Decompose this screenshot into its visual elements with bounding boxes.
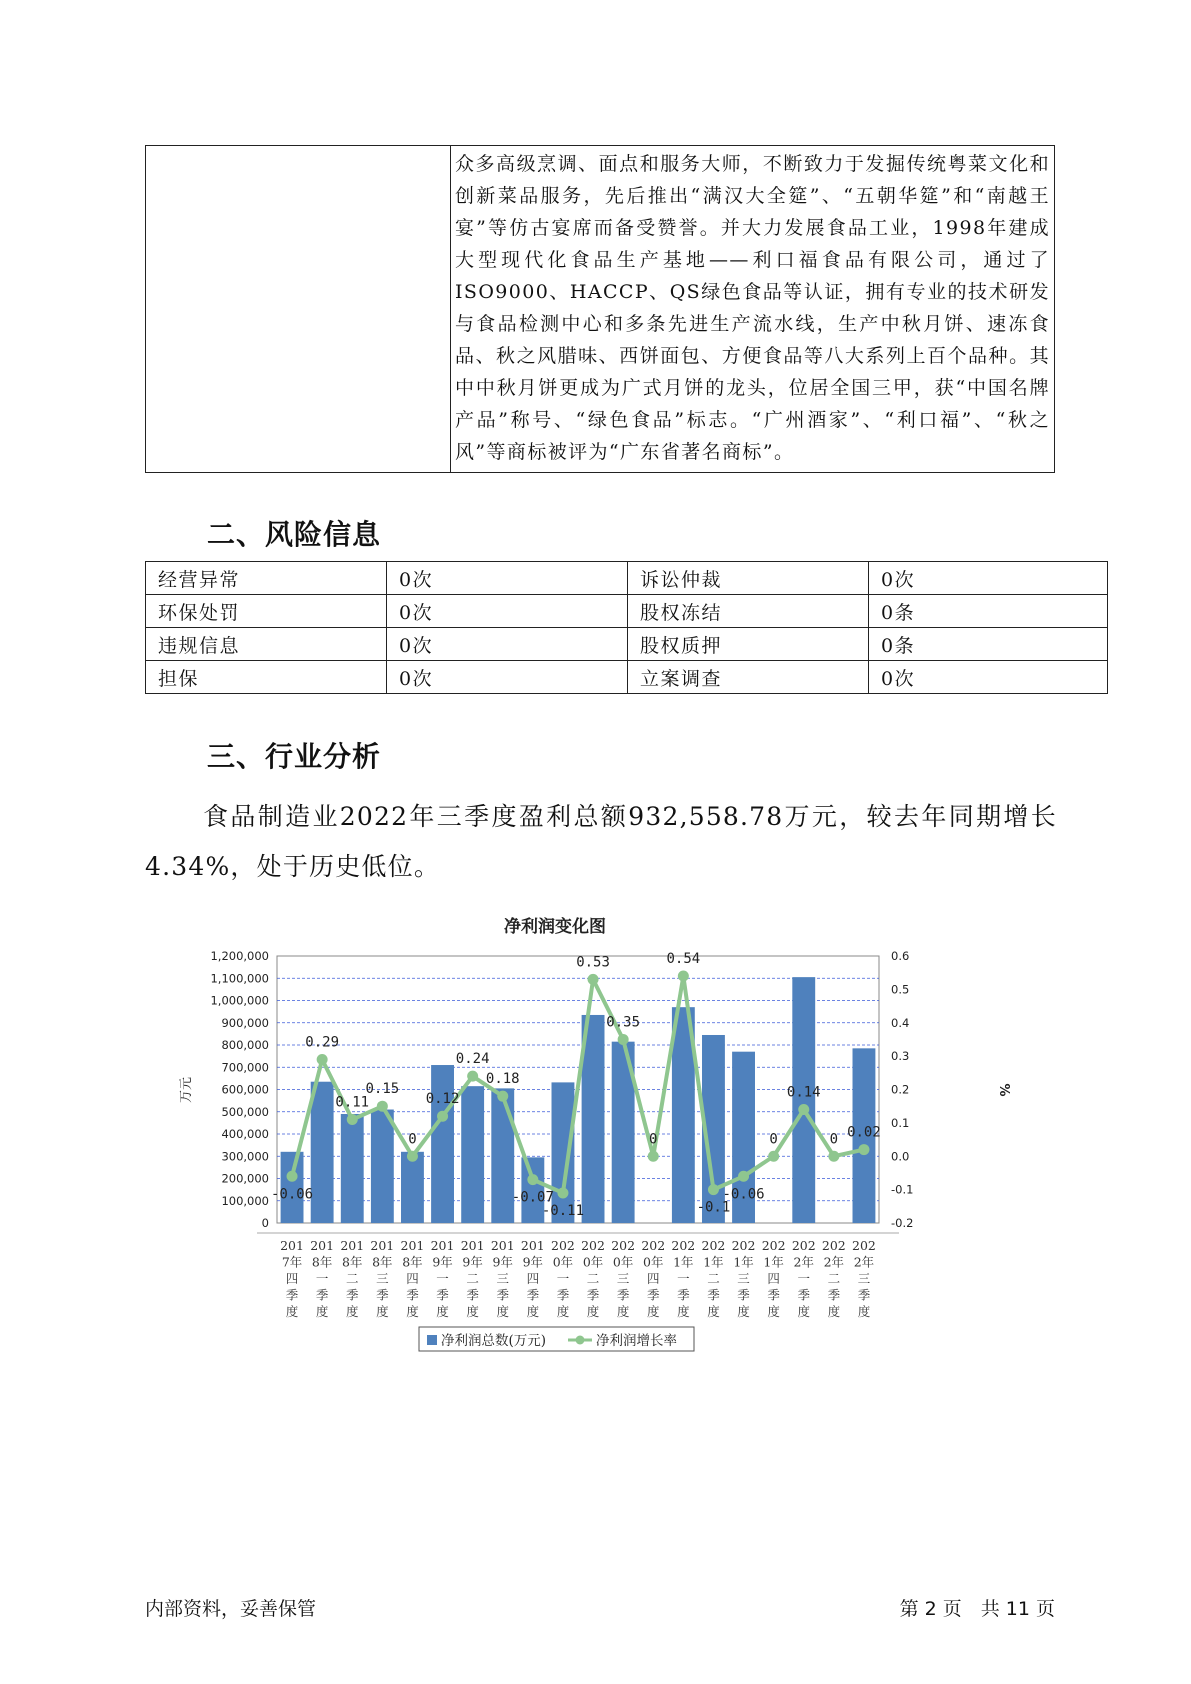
y-right-tick-label: 0.0: [891, 1149, 910, 1164]
y-right-tick-label: -0.2: [891, 1216, 914, 1230]
growth-rate-point: [828, 1151, 839, 1162]
growth-rate-point: [798, 1104, 809, 1115]
legend-bar-swatch: [427, 1335, 437, 1345]
bar: [311, 1082, 334, 1223]
risk-label: 担保: [146, 661, 387, 694]
growth-rate-point: [407, 1151, 418, 1162]
risk-value: 0次: [869, 562, 1108, 595]
data-label: 0.18: [485, 1071, 520, 1088]
risk-row: [146, 628, 1108, 661]
y-left-tick-label: 800,000: [221, 1038, 269, 1052]
y-left-tick-label: 500,000: [221, 1104, 269, 1119]
risk-value: 0条: [869, 628, 1108, 661]
y-right-tick-label: 0.2: [891, 1082, 910, 1097]
x-tick-label: 202 1年二季度: [701, 1238, 726, 1319]
growth-rate-point: [858, 1144, 869, 1155]
risk-label: 经营异常: [146, 562, 387, 595]
growth-rate-point: [317, 1054, 328, 1065]
risk-row: [146, 661, 1108, 694]
legend-label-bar: 净利润总数(万元): [441, 1333, 547, 1349]
growth-rate-point: [768, 1151, 779, 1162]
growth-rate-point: [678, 971, 689, 982]
data-label: -0.06: [722, 1186, 765, 1203]
chart-legend: [419, 1327, 694, 1351]
y-left-tick-label: 600,000: [221, 1082, 269, 1097]
y-right-tick-label: 0.5: [891, 982, 910, 997]
growth-rate-point: [588, 974, 599, 985]
data-label: 0.11: [335, 1094, 370, 1111]
x-tick-label: 201 8年四季度: [400, 1238, 425, 1319]
data-label: -0.1: [696, 1199, 731, 1216]
x-tick-label: 201 7年四季度: [280, 1238, 304, 1319]
data-label: 0.24: [455, 1051, 490, 1068]
y-right-tick-label: 0.6: [891, 949, 910, 963]
bar: [371, 1110, 394, 1223]
data-label: 0: [829, 1131, 839, 1148]
growth-rate-point: [557, 1187, 568, 1198]
data-label: 0.02: [847, 1124, 881, 1141]
risk-label: 诉讼仲裁: [628, 562, 869, 595]
x-tick-label: 202 2年二季度: [821, 1238, 846, 1319]
x-tick-label: 202 1年一季度: [671, 1238, 696, 1319]
risk-value: 0次: [387, 562, 628, 595]
footer-confidential: 内部资料，妥善保管: [145, 1598, 317, 1620]
data-label: -0.06: [270, 1186, 314, 1203]
y-left-tick-label: 1,100,000: [210, 971, 269, 986]
legend-label-line: 净利润增长率: [596, 1333, 677, 1349]
x-tick-label: 202 0年二季度: [581, 1238, 605, 1319]
x-tick-label: 202 2年三季度: [852, 1238, 876, 1319]
y-right-tick-label: -0.1: [891, 1182, 914, 1197]
section-heading-industry: 三、行业分析: [207, 740, 382, 773]
risk-value: 0次: [387, 661, 628, 694]
net-profit-chart: [160, 905, 1020, 1370]
data-label: 0.54: [666, 951, 701, 968]
growth-rate-point: [347, 1114, 358, 1125]
x-tick-label: 202 2年一季度: [791, 1238, 816, 1319]
growth-rate-point: [287, 1171, 298, 1182]
y-left-tick-label: 700,000: [221, 1060, 269, 1075]
risk-info-table: [145, 561, 1108, 694]
y-left-tick-label: 100,000: [221, 1193, 269, 1208]
risk-value: 0次: [869, 661, 1108, 694]
growth-rate-point: [497, 1091, 508, 1102]
y-left-tick-label: 200,000: [221, 1171, 269, 1186]
data-label: 0.15: [365, 1081, 400, 1098]
y-left-tick-label: 1,200,000: [210, 949, 269, 963]
risk-label: 股权冻结: [628, 595, 869, 628]
data-label: 0: [408, 1131, 417, 1148]
chart-title: 净利润变化图: [504, 917, 606, 937]
risk-row: [146, 562, 1108, 595]
y-left-tick-label: 1,000,000: [210, 993, 269, 1008]
x-tick-label: 201 8年一季度: [310, 1238, 335, 1319]
y-left-tick-label: 300,000: [221, 1149, 269, 1164]
legend-line-marker: [576, 1336, 585, 1345]
y-right-tick-label: 0.4: [891, 1015, 910, 1030]
x-tick-label: 202 0年四季度: [641, 1238, 666, 1319]
data-label: 0: [649, 1131, 658, 1148]
risk-label: 立案调查: [628, 661, 869, 694]
section-heading-risk: 二、风险信息: [207, 518, 382, 551]
risk-label: 环保处罚: [146, 595, 387, 628]
risk-label: 违规信息: [146, 628, 387, 661]
bar: [341, 1114, 364, 1223]
growth-rate-point: [467, 1071, 478, 1082]
y-left-tick-label: 400,000: [221, 1127, 269, 1141]
x-tick-label: 202 0年三季度: [611, 1238, 636, 1319]
y-right-tick-label: 0.3: [891, 1049, 910, 1064]
growth-rate-point: [648, 1151, 659, 1162]
x-tick-label: 201 8年二季度: [340, 1238, 365, 1319]
x-tick-label: 202 0年一季度: [551, 1238, 575, 1319]
growth-rate-point: [618, 1034, 629, 1045]
y-left-axis-title: 万元: [179, 1076, 194, 1104]
growth-rate-point: [738, 1171, 749, 1182]
bar: [552, 1082, 575, 1223]
risk-value: 0次: [387, 628, 628, 661]
growth-rate-point: [377, 1101, 388, 1112]
footer-page-number: 第 2 页 共 11 页: [899, 1598, 1055, 1620]
x-tick-label: 201 9年一季度: [430, 1238, 455, 1319]
x-tick-label: 201 9年三季度: [490, 1238, 515, 1319]
intro-label-cell: [146, 146, 451, 473]
growth-rate-point: [708, 1184, 719, 1195]
bar: [431, 1065, 454, 1223]
bar: [401, 1152, 424, 1223]
data-label: 0.29: [305, 1034, 340, 1051]
company-intro-text: 众多高级烹调、面点和服务大师，不断致力于发掘传统粤菜文化和创新菜品服务，先后推出“满汉大全筵”、“五朝华筵”和“南越王宴”等仿古宴席而备受赞誉。并大力发展食品工业，1998年建成大型现代化食品生产基地——利口福食品有限公司，通过了ISO9000、HACCP、QS绿色食品等认证，拥有专业的技术研发与食品检测中心和多条先进生产流水线，生产中秋月饼、速冻食品、秋之风腊味、西饼面包、方便食品等八大系列上百个品种。其中中秋月饼更成为广式月饼的龙头，位居全国三甲，获“中国名牌产品”称号、“绿色食品”标志。“广州酒家”、“利口福”、“秋之风”等商标被评为“广东省著名商标”。: [451, 146, 1055, 473]
company-intro-table: [145, 145, 1055, 473]
x-tick-label: 202 1年三季度: [731, 1238, 756, 1319]
y-left-tick-label: 900,000: [221, 1015, 269, 1030]
growth-rate-point: [527, 1174, 538, 1185]
data-label: -0.11: [541, 1202, 585, 1219]
bar: [491, 1088, 514, 1223]
y-right-axis-title: %: [996, 1083, 1011, 1097]
y-left-tick-label: 0: [261, 1216, 269, 1230]
data-label: 0: [769, 1131, 778, 1148]
x-tick-label: 201 9年四季度: [520, 1238, 545, 1319]
data-label: 0.35: [606, 1014, 641, 1031]
industry-analysis-paragraph: 食品制造业2022年三季度盈利总额932,558.78万元，较去年同期增长4.34%，处于历史低位。: [145, 802, 1057, 881]
risk-row: [146, 595, 1108, 628]
x-tick-label: 201 9年二季度: [460, 1238, 485, 1319]
risk-label: 股权质押: [628, 628, 869, 661]
data-label: 0.14: [786, 1084, 821, 1101]
x-tick-label: 201 8年三季度: [370, 1238, 395, 1319]
data-label: 0.53: [576, 954, 610, 971]
growth-rate-point: [437, 1111, 448, 1122]
x-tick-label: 202 1年四季度: [761, 1238, 786, 1319]
risk-value: 0次: [387, 595, 628, 628]
data-label: 0.12: [425, 1091, 460, 1108]
y-right-tick-label: 0.1: [891, 1115, 910, 1130]
risk-value: 0条: [869, 595, 1108, 628]
data-label: -0.07: [511, 1189, 554, 1206]
bar: [461, 1086, 484, 1223]
